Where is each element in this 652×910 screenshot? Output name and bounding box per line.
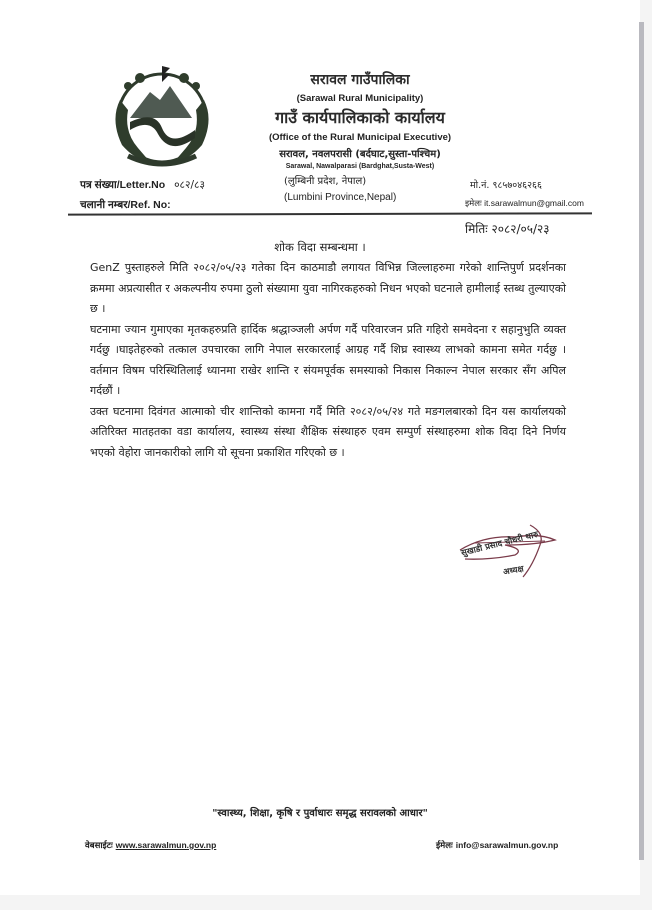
reference-number-label: चलानी नम्बर/Ref. No: [80,199,171,211]
phone-label: मो.नं. [470,180,490,191]
executive-office-np: गाउँ कार्यपालिकाको कार्यालय [275,108,445,127]
footer-email [436,840,558,851]
header-divider [68,212,592,215]
date-value: २०८२/०५/२३ [491,222,550,236]
province-en: (Lumbini Province,Nepal) [284,192,397,203]
address-en: Sarawal, Nawalparasi (Bardghat,Susta-West) [285,163,435,170]
contact-email [465,198,584,209]
footer-email-value[interactable]: info@sarawalmun.gov.np [455,840,559,850]
letter-number [80,178,205,192]
letter-number-value: ०८२/८३ [174,179,205,191]
website-link[interactable]: www.sarawalmun.gov.np [115,840,217,850]
letter-subject: शोक विदा सम्बन्धमा । [274,240,366,254]
address-np: सरावल, नवलपरासी (बर्दघाट,सुस्ता-पश्चिम) [279,149,441,160]
date-label: मितिः [465,222,488,236]
letter-number-label: पत्र संख्या/Letter.No [80,179,166,191]
footer-slogan: "स्वास्थ्य, शिक्षा, कृषि र पुर्वाधारः समृद्ध सरावलको आधार" [212,808,428,819]
office-name-en: (Sarawal Rural Municipality) [296,93,424,104]
letter-body [90,258,566,463]
body-paragraph: उक्त घटनामा दिवंगत आत्माको चीर शान्तिको कामना गर्दै मिति २०८२/०५/२४ गते मङगलबारको दिन यस कार्यालयको अतिरिक्त मातहतका वडा कार्यालय, स्वास्थ्य संस्था शैक्षिक संस्थाहरु एवम सम्पुर्ण संस्थाहरुमा शोक विदा दिने निर्णय भएको वेहोरा जानकारीको लागि यो सूचना प्रकाशित गरिएको छ । [90,404,566,459]
body-paragraph: घटनामा ज्यान गुमाएका मृतकहरुप्रति हार्दिक श्रद्धाञ्जली अर्पण गर्दै परिवारजन प्रति गहिरो समवेदना र सहानुभुति व्यक्त गर्दछु ।घाइतेहरुको तत्काल उपचारका लागि नेपाल सरकारलाई आग्रह गर्दै शिघ्र स्वास्थ्य लाभको कामना समेत गर्दछु ।वर्तमान विषम परिस्थितिलाई ध्यानमा राखेर शान्ति र संयमपूर्वक समस्याको निकास निकाल्न नेपाल सरकार सँग अपिल गर्दछौं । [90,322,566,397]
phone-value: ९८५७०४६२६६ [492,180,542,191]
footer-website [85,840,216,851]
website-label: वेबसाईटः [85,841,113,851]
contact-email-label: इमेलः [465,199,482,209]
province-np: (लुम्बिनी प्रदेश, नेपाल) [284,176,367,187]
nepal-emblem-icon [100,60,225,170]
office-name-np: सरावल गाउँपालिका [310,72,410,88]
signatory-name: सुखाडी प्रसाद चौधरी थारु [460,529,540,559]
reference-number [80,198,171,212]
body-paragraph: GenZ पुस्ताहरुले मिति २०८२/०५/२३ गतेका दिन काठमाडौ लगायत विभिन्न जिल्लाहरुमा गरेको शान्तिपुर्ण प्रदर्शनका क्रममा अप्रत्यासीत र अकल्पनीय रुपमा ठुलो संख्यामा युवा नागिरकहरुको निधन भएको घटनाले हामीलाई स्तब्ध तुल्याएको छ । [90,261,566,315]
letter-date [465,220,550,237]
contact-email-value: it.sarawalmun@gmail.com [484,198,584,208]
phone-number [470,178,542,191]
footer-email-label: ईमेलः [436,841,453,851]
letterhead [250,70,470,203]
executive-office-en: (Office of the Rural Municipal Executive) [268,132,452,143]
signatory-title: अध्यक्ष [502,564,525,578]
page-edge-shadow [639,22,644,860]
